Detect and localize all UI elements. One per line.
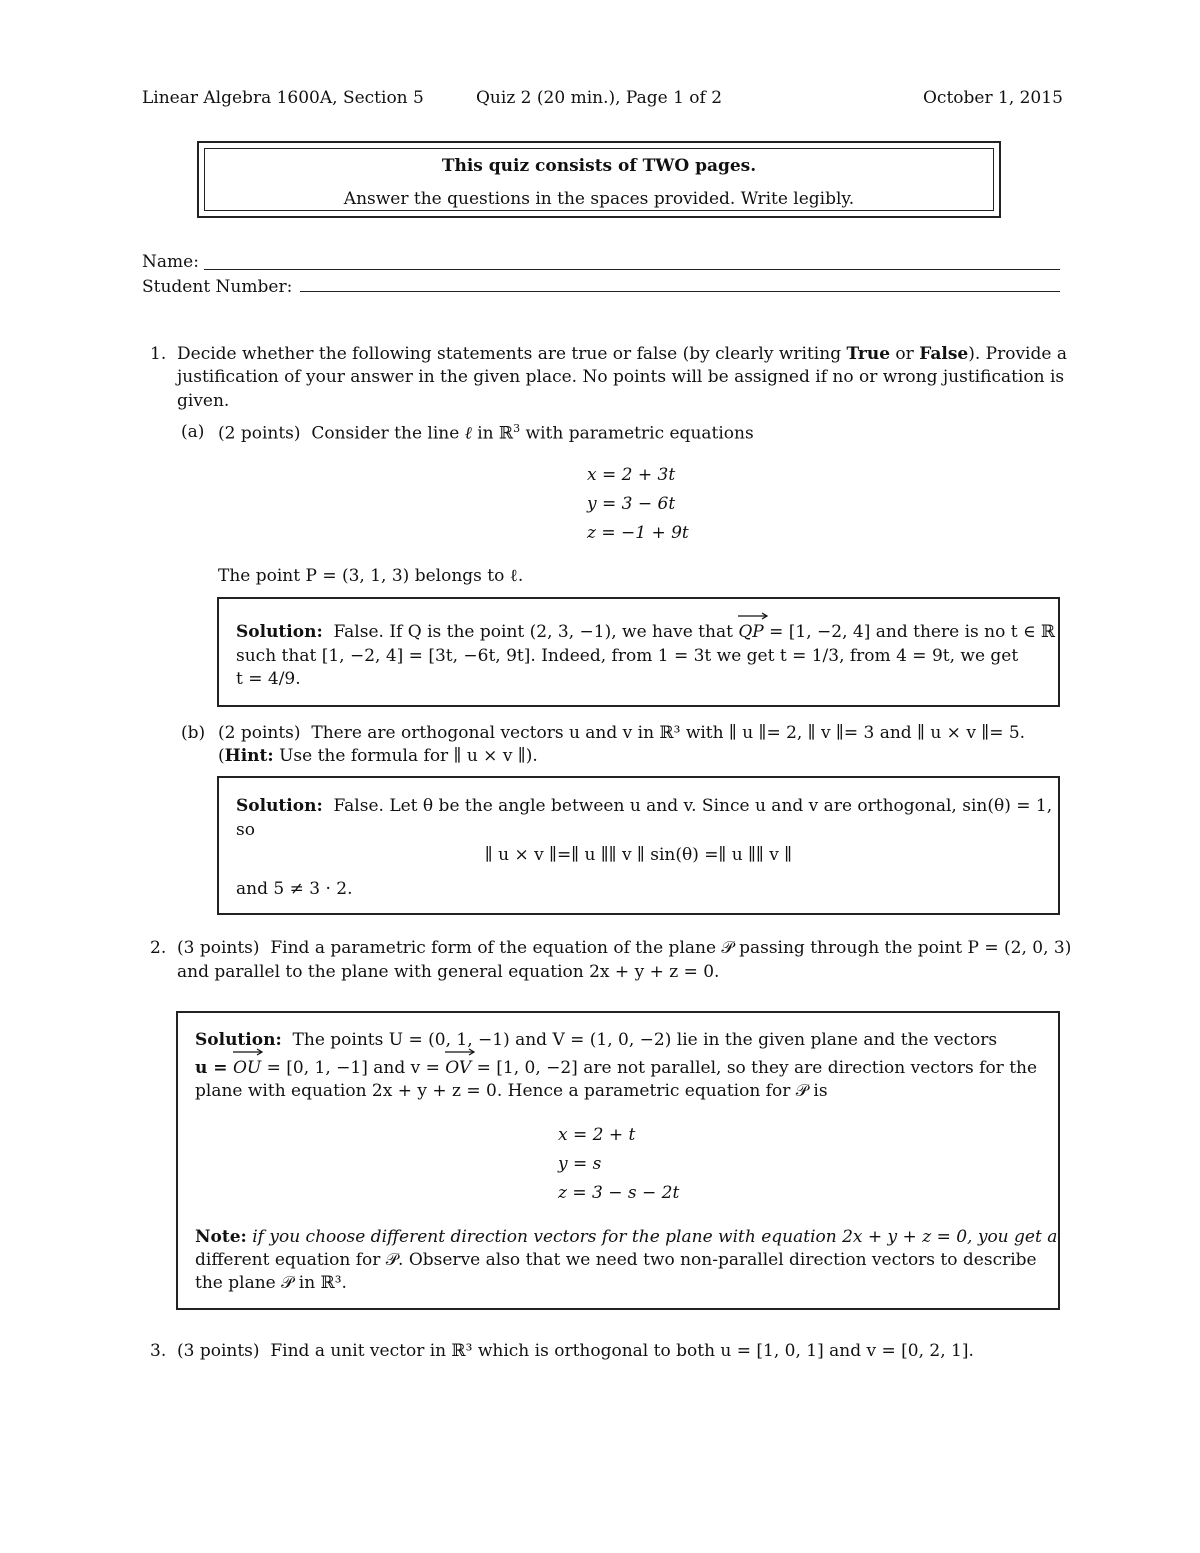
student-number-label: Student Number: [142, 277, 293, 297]
q1a-solution-box [217, 597, 1060, 707]
q1a-solution-line3: t = 4/9. [236, 669, 301, 689]
q1b-label: (b) [181, 723, 206, 743]
q2-eq-x: x = 2 + t [558, 1125, 636, 1145]
q1b-prompt-line1: (2 points) There are orthogonal vectors u and v in ℝ³ with ∥ u ∥= 2, ∥ v ∥= 3 and ∥ u × v ∥= 5. [218, 723, 1026, 743]
quiz-info: Quiz 2 (20 min.), Page 1 of 2 [476, 88, 723, 108]
q2-solution-line2: u = OU = [0, 1, −1] and v = OV = [1, 0, −2] are not parallel, so they are direction vectors for the [195, 1058, 1037, 1078]
q1a-eq-y: y = 3 − 6t [587, 494, 676, 514]
q2-solution-line3: plane with equation 2x + y + z = 0. Hence a parametric equation for 𝒫 is [195, 1081, 828, 1101]
q1-intro-line3: given. [177, 391, 230, 411]
q2-prompt-line1: (3 points) Find a parametric form of the equation of the plane 𝒫 passing through the point P = (2, 0, 3) [177, 938, 1072, 958]
q1b-solution-line1: Solution: False. Let θ be the angle between u and v. Since u and v are orthogonal, sin(θ) = 1, [236, 796, 1053, 816]
quiz-date: October 1, 2015 [923, 88, 1063, 108]
q1b-solution-line3: and 5 ≠ 3 · 2. [236, 879, 353, 899]
q3-prompt: (3 points) Find a unit vector in ℝ³ which is orthogonal to both u = [1, 0, 1] and v = [0, 2, 1]. [177, 1341, 974, 1361]
q2-note-line1: Note: if you choose different direction vectors for the plane with equation 2x + y + z = 0, you get a [195, 1227, 1058, 1247]
q2-solution-line1: Solution: The points U = (0, 1, −1) and V = (1, 0, −2) lie in the given plane and the vectors [195, 1030, 998, 1050]
q1a-prompt: (2 points) Consider the line ℓ in ℝ$^3$ with parametric equations [218, 422, 754, 444]
q2-note-line2: different equation for 𝒫. Observe also that we need two non-parallel direction vectors to describe [195, 1250, 1037, 1270]
q3-number: 3. [150, 1341, 167, 1361]
q1-intro-line1: Decide whether the following statements are true or false (by clearly writing True or False). Provide a [177, 344, 1067, 364]
q1-intro-line2: justification of your answer in the given place. No points will be assigned if no or wrong justification is [177, 367, 1065, 387]
q1b-solution-box [217, 776, 1060, 915]
q1b-solution-equation: ∥ u × v ∥=∥ u ∥∥ v ∥ sin(θ) =∥ u ∥∥ v ∥ [484, 845, 793, 865]
q2-prompt-line2: and parallel to the plane with general equation 2x + y + z = 0. [177, 962, 720, 982]
q1a-eq-x: x = 2 + 3t [587, 465, 676, 485]
q1a-solution-line1: Solution: False. If Q is the point (2, 3, −1), we have that QP = [1, −2, 4] and there is no t ∈ ℝ [236, 622, 1055, 642]
q1a-solution-line2: such that [1, −2, 4] = [3t, −6t, 9t]. Indeed, from 1 = 3t we get t = 1/3, from 4 = 9t, we get [236, 646, 1019, 666]
q1a-eq-z: z = −1 + 9t [587, 523, 689, 543]
vector-arrow-icon [738, 612, 768, 620]
name-field[interactable] [204, 269, 1060, 270]
q2-eq-z: z = 3 − s − 2t [558, 1183, 680, 1203]
student-number-field[interactable] [300, 291, 1060, 292]
q2-number: 2. [150, 938, 167, 958]
course-title: Linear Algebra 1600A, Section 5 [142, 88, 424, 108]
instructions-box [197, 141, 1001, 218]
q1b-prompt-line2: (Hint: Use the formula for ∥ u × v ∥). [218, 746, 538, 766]
instructions-title: This quiz consists of TWO pages. [441, 156, 757, 176]
vector-arrow-icon [445, 1048, 475, 1056]
q1a-label: (a) [181, 422, 205, 442]
name-label: Name: [142, 252, 199, 272]
vector-ou: OU [233, 1058, 261, 1078]
q2-eq-y: y = s [558, 1154, 602, 1174]
q1-number: 1. [150, 344, 167, 364]
vector-ov: OV [445, 1058, 471, 1078]
vector-arrow-icon [233, 1048, 263, 1056]
q1a-statement: The point P = (3, 1, 3) belongs to ℓ. [218, 566, 524, 586]
q1b-solution-line2: so [236, 820, 255, 840]
q2-note-line3: the plane 𝒫 in ℝ³. [195, 1273, 347, 1293]
instructions-text: Answer the questions in the spaces provided. Write legibly. [343, 189, 855, 209]
q2-solution-box [176, 1011, 1060, 1310]
vector-qp: QP [738, 622, 763, 642]
